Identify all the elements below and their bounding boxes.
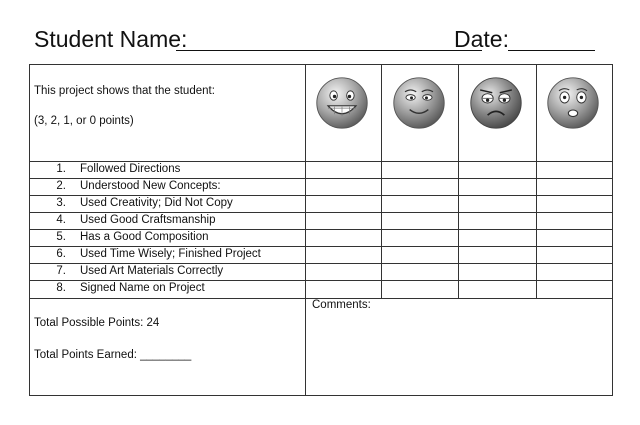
smile-face-icon: [391, 75, 447, 131]
criterion-text: Used Creativity; Did Not Copy: [80, 197, 233, 209]
criterion-text: Followed Directions: [80, 163, 181, 175]
rubric-intro-text: This project shows that the student:: [34, 85, 215, 97]
points-scale-text: (3, 2, 1, or 0 points): [34, 115, 134, 127]
criterion-number: 7.: [56, 265, 66, 277]
criterion-text: Has a Good Composition: [80, 231, 209, 243]
student-name-field[interactable]: [176, 50, 482, 51]
sad-face-icon: [468, 75, 524, 131]
rubric-header: [34, 22, 614, 56]
criterion-text: Understood New Concepts:: [80, 180, 221, 192]
column-divider: [305, 65, 306, 396]
criterion-number: 1.: [56, 163, 66, 175]
rubric-table: [29, 64, 613, 396]
student-name-label: Student Name:: [34, 26, 188, 52]
criterion-number: 5.: [56, 231, 66, 243]
total-possible-points: Total Possible Points: 24: [34, 317, 160, 329]
criterion-number: 6.: [56, 248, 66, 260]
criterion-number: 2.: [56, 180, 66, 192]
date-label: Date:: [454, 26, 509, 52]
big-grin-face-icon: [314, 75, 370, 131]
comments-label: Comments:: [312, 299, 371, 311]
criterion-text: Used Art Materials Correctly: [80, 265, 224, 277]
criterion-text: Signed Name on Project: [80, 282, 205, 294]
total-points-earned: Total Points Earned: ________: [34, 349, 192, 361]
criterion-text: Used Time Wisely; Finished Project: [80, 248, 261, 260]
criterion-number: 8.: [56, 282, 66, 294]
criterion-text: Used Good Craftsmanship: [80, 214, 216, 226]
date-field[interactable]: [508, 50, 595, 51]
worried-face-icon: [545, 75, 601, 131]
criterion-number: 3.: [56, 197, 66, 209]
criterion-number: 4.: [56, 214, 66, 226]
rubric-intro: [34, 84, 215, 127]
